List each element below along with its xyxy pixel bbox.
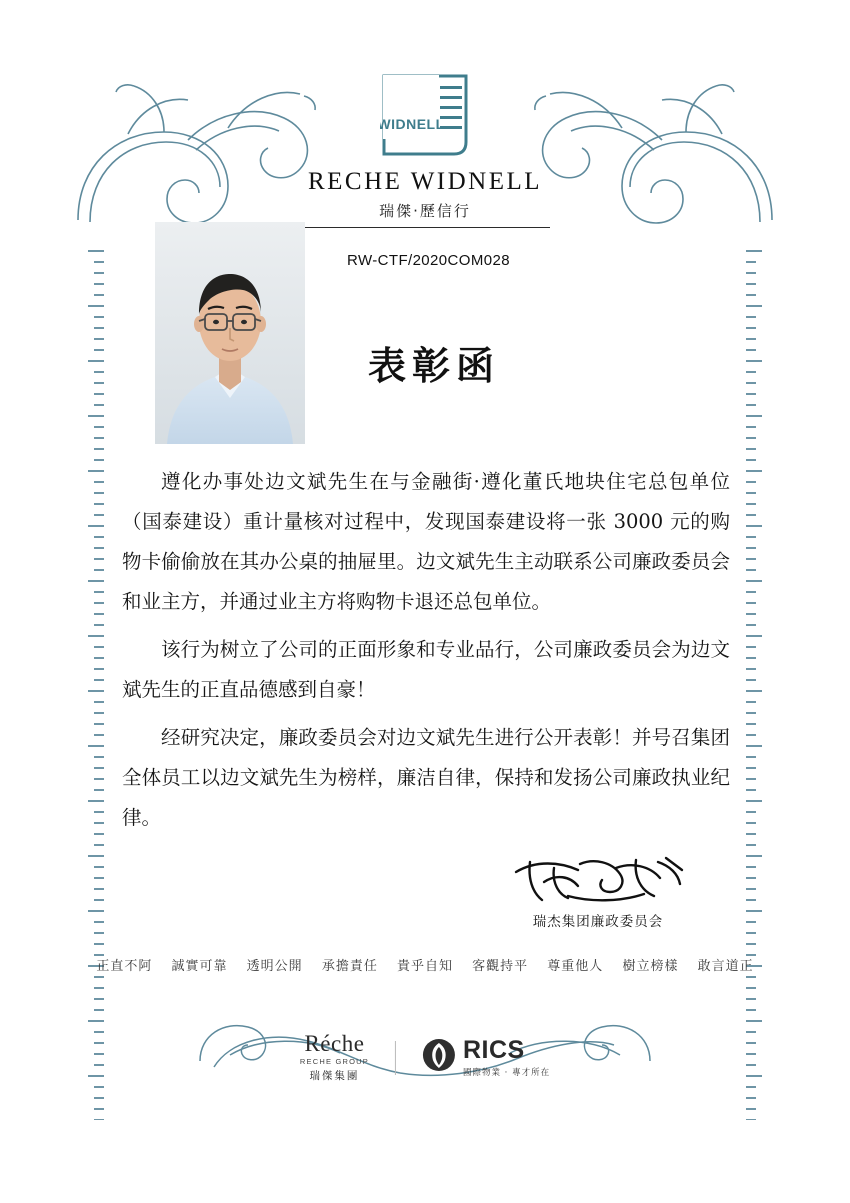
body-paragraph-2: 该行为树立了公司的正面形象和专业品行，公司廉政委员会为边文斌先生的正直品德感到自豪！: [122, 638, 730, 701]
body-paragraph-1: 遵化办事处边文斌先生在与金融街·遵化董氏地块住宅总包单位（国泰建设）重计量核对过程中，发现国泰建设将一张 3000 元的购物卡偷偷放在其办公桌的抽屉里。边文斌先生主动联系公司廉政委员会和业主方，并通过业主方将购物卡退还总包单位。: [122, 470, 730, 613]
reche-name-cn: 瑞傑集團: [309, 1070, 360, 1082]
value-item: 貴乎自知: [396, 959, 453, 974]
value-item: 樹立榜樣: [622, 959, 679, 974]
reche-subtitle: RECHE GROUP: [299, 1057, 369, 1066]
value-item: 正直不阿: [96, 959, 153, 974]
reche-wordmark: Réche: [304, 1031, 365, 1056]
footer-logos: [300, 1032, 550, 1083]
footer-divider: [395, 1041, 396, 1075]
value-item: 誠實可靠: [171, 959, 228, 974]
reche-group-logo: [300, 1032, 369, 1083]
brand-name-en: RECHE WIDNELL: [307, 168, 543, 195]
body-paragraph-3: 经研究决定，廉政委员会对边文斌先生进行公开表彰！并号召集团全体员工以边文斌先生为榜样，廉洁自律，保持和发扬公司廉政执业纪律。: [122, 726, 730, 829]
portrait-photo: [155, 222, 305, 444]
svg-text:WIDNELL: WIDNELL: [380, 116, 445, 132]
rics-logo: [422, 1035, 551, 1078]
value-item: 承擔責任: [321, 959, 378, 974]
value-item: 尊重他人: [547, 959, 604, 974]
letter-body: [122, 462, 730, 846]
decorative-ruler-right: [746, 250, 762, 1120]
value-item: 透明公開: [246, 959, 303, 974]
handwritten-signature-icon: [508, 852, 688, 908]
value-item: 客觀持平: [472, 959, 529, 974]
brand-divider: [300, 227, 550, 228]
signature-block: [498, 852, 698, 930]
page-title: 表彰函: [368, 344, 501, 388]
brand-header: [215, 72, 635, 228]
widnell-logo-icon: [380, 72, 470, 158]
brand-name-cn: 瑞傑·歷信行: [379, 202, 471, 220]
signature-organization: 瑞杰集团廉政委员会: [532, 914, 664, 930]
rics-tagline-cn: 國際物業 · 專才所在: [462, 1067, 551, 1078]
document-number: RW-CTF/2020COM028: [347, 252, 510, 269]
value-item: 敢言道正: [697, 959, 754, 974]
rics-emblem-icon: [422, 1038, 456, 1077]
decorative-ruler-left: [88, 250, 104, 1120]
rics-wordmark: RICS: [462, 1035, 525, 1064]
company-values-line: [0, 955, 850, 974]
